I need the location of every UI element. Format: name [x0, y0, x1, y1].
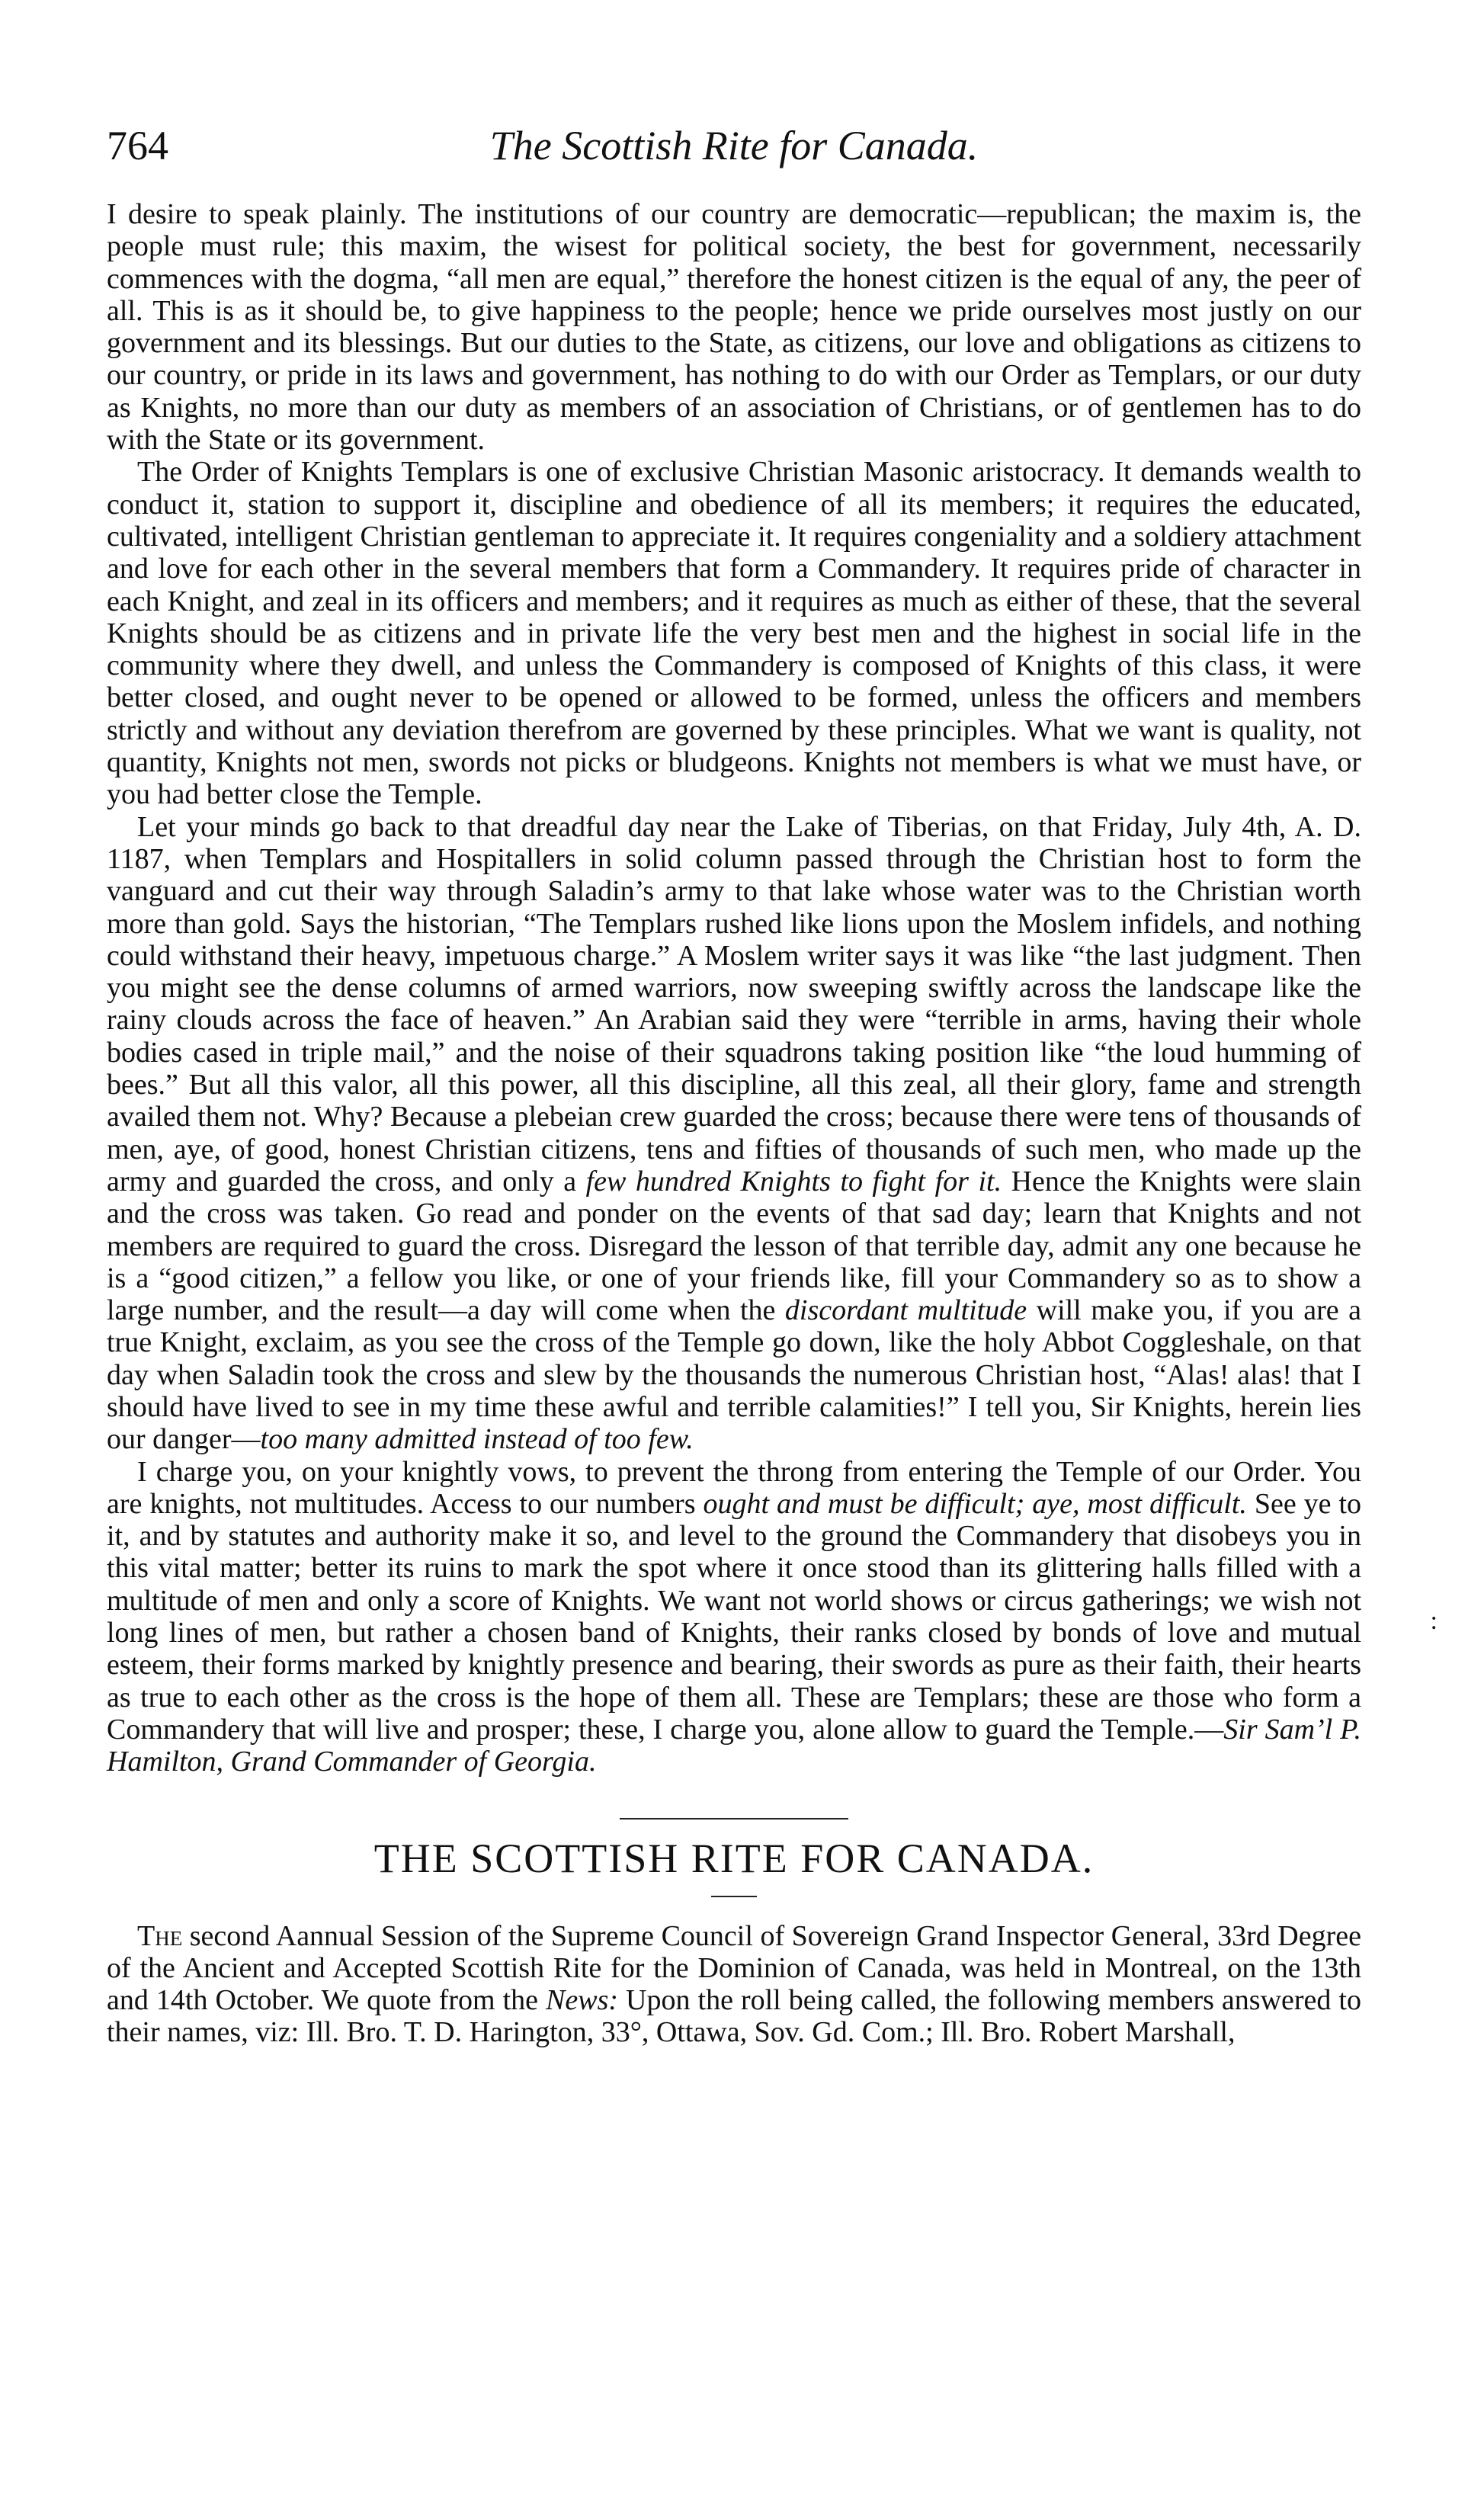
paragraph-2: The Order of Knights Templars is one of exclusive Christian Masonic aristocracy. It demands wealth to conduct it, station to support it, discipline and obedience of all its members; it requires the educated, cultivated, intelligent Christian gentleman to appreciate it. It requires congeniality and a soldiery attachment and love for each other in the several members that form a Commandery. It requires pride of character in each Knight, and zeal in its officers and members; and it requires as much as either of these, that the several Knights should be as citizens and in private life the very best men and the highest in social life in the community where they dwell, and unless the Commandery is composed of Knights of this class, it were better closed, and ought never to be opened or allowed to be formed, unless the officers and members strictly and without any deviation therefrom are governed by these principles. What we want is quality, not quantity, Knights not men, swords not picks or bludgeons. Knights not members is what we must have, or you had better close the Temple. — [107, 456, 1361, 811]
paragraph-5-lead: The — [137, 1919, 183, 1952]
paragraph-3-text-b: Hence the Knights were slain and the cross was taken. Go read and ponder on the events of that sad day; learn that Knights and not members are required to guard the cross. Disregard the lesson of that terrible day, admit any one because he is a “good citizen,” a fellow you like, or one of your friends like, fill your Commandery so as to show a large number, and the result—a day will come when the — [107, 1165, 1361, 1327]
paragraph-4-text-a: I charge you, on your knightly vows, to prevent the throng from entering the Temple of our Order. You are knights, not multitudes. Access to our numbers — [107, 1455, 1361, 1520]
paragraph-3-emphasis-2: discordant multitude — [784, 1294, 1027, 1327]
paragraph-3-text-a: Let your minds go back to that dreadful day near the Lake of Tiberias, on that Friday, July 4th, A. D. 1187, when Templars and Hospitallers in solid column passed through the Christian host to form the vanguard and cut their way through Saladin’s army to that lake whose water was to the Christian worth more than gold. Says the historian, “The Templars rushed like lions upon the Moslem infidels, and nothing could withstand their heavy, impetuous charge.” A Moslem writer says it was like “the last judgment. Then you might see the dense columns of armed warriors, now sweeping swiftly across the landscape like the rainy clouds across the face of heaven.” An Arabian said they were “terrible in arms, having their whole bodies cased in triple mail,” and the noise of their squadrons taking position like “the loud humming of bees.” But all this valor, all this power, all this discipline, all this zeal, all their glory, fame and strength availed them not. Why? Because a plebeian crew guarded the cross; because there were tens of thousands of men, aye, of good, honest Christian citizens, tens and fifties of thousands of such men, who made up the army and guarded the cross, and only a — [107, 810, 1361, 1197]
paragraph-1: I desire to speak plainly. The institutions of our country are democratic—republican; the maxim is, the people must rule; this maxim, the wisest for political society, the best for government, necessarily commences with the dogma, “all men are equal,” therefore the honest citizen is the equal of any, the peer of all. This is as it should be, to give happiness to the people; hence we pride ourselves most justly on our government and its blessings. But our duties to the State, as citizens, our love and obligations as citizens to our country, or pride in its laws and government, has nothing to do with our Order as Templars, or our duty as Knights, no more than our duty as members of an association of Christians, or of gentlemen has to do with the State or its government. — [107, 198, 1361, 457]
paragraph-3-emphasis-1: few hundred Knights to fight for it. — [585, 1165, 1002, 1197]
margin-mark: : — [1430, 1607, 1438, 1635]
paragraph-3-emphasis-3: too many admitted instead of too few. — [260, 1423, 694, 1456]
paragraph-5-emphasis: News: — [546, 1984, 619, 2017]
page-number: 764 — [107, 123, 168, 168]
page-body — [107, 198, 1361, 2049]
running-head — [107, 122, 1361, 175]
author-signature: Sir Sam’l P. Hamilton, Grand Commander of Georgia. — [107, 1713, 1361, 1778]
paragraph-5 — [107, 1920, 1361, 2049]
paragraph-3 — [107, 811, 1361, 1456]
heading-underline — [711, 1896, 757, 1897]
paragraph-4-text-b: See ye to it, and by statutes and authority make it so, and level to the ground the Commandery that disobeys you in this vital matter; better its ruins to mark the spot where it once stood than its glittering halls filled with a multitude of men and only a score of Knights. We want not world shows or circus gatherings; we wish not long lines of men, but rather a chosen band of Knights, their ranks closed by bonds of love and mutual esteem, their forms marked by knightly presence and bearing, their swords as pure as their faith, their hearts as true to each other as the cross is the hope of them all. These are Templars; these are those who form a Commandery that will live and prosper; these, I charge you, alone allow to guard the Temple.— — [107, 1487, 1361, 1746]
paragraph-3-text-c: will make you, if you are a true Knight, exclaim, as you see the cross of the Temple go down, like the holy Abbot Coggleshale, on that day when Saladin took the cross and slew by the thousands the numerous Christian host, “Alas! alas! that I should have lived to see in my time these awful and terrible calamities!” I tell you, Sir Knights, herein lies our danger— — [107, 1294, 1362, 1456]
running-title: The Scottish Rite for Canada. — [489, 123, 979, 168]
section-heading: THE SCOTTISH RITE FOR CANADA. — [373, 1835, 1095, 1881]
paragraph-5-text-a: second Aannual Session of the Supreme Council of Sovereign Grand Inspector General, 33rd Degree of the Ancient and Accepted Scottish Rite for the Dominion of Canada, was held in Montreal, on the 13th and 14th October. We quote from the — [107, 1919, 1361, 2017]
paragraph-4-emphasis-1: ought and must be difficult; aye, most difficult. — [703, 1487, 1247, 1520]
paragraph-4 — [107, 1456, 1361, 1778]
section-divider — [620, 1818, 848, 1819]
paragraph-5-text-b: Upon the roll being called, the following members answered to their names, viz: Ill. Bro. T. D. Harington, 33°, Ottawa, Sov. Gd. Com.; Ill. Bro. Robert Marshall, — [107, 1984, 1361, 2049]
